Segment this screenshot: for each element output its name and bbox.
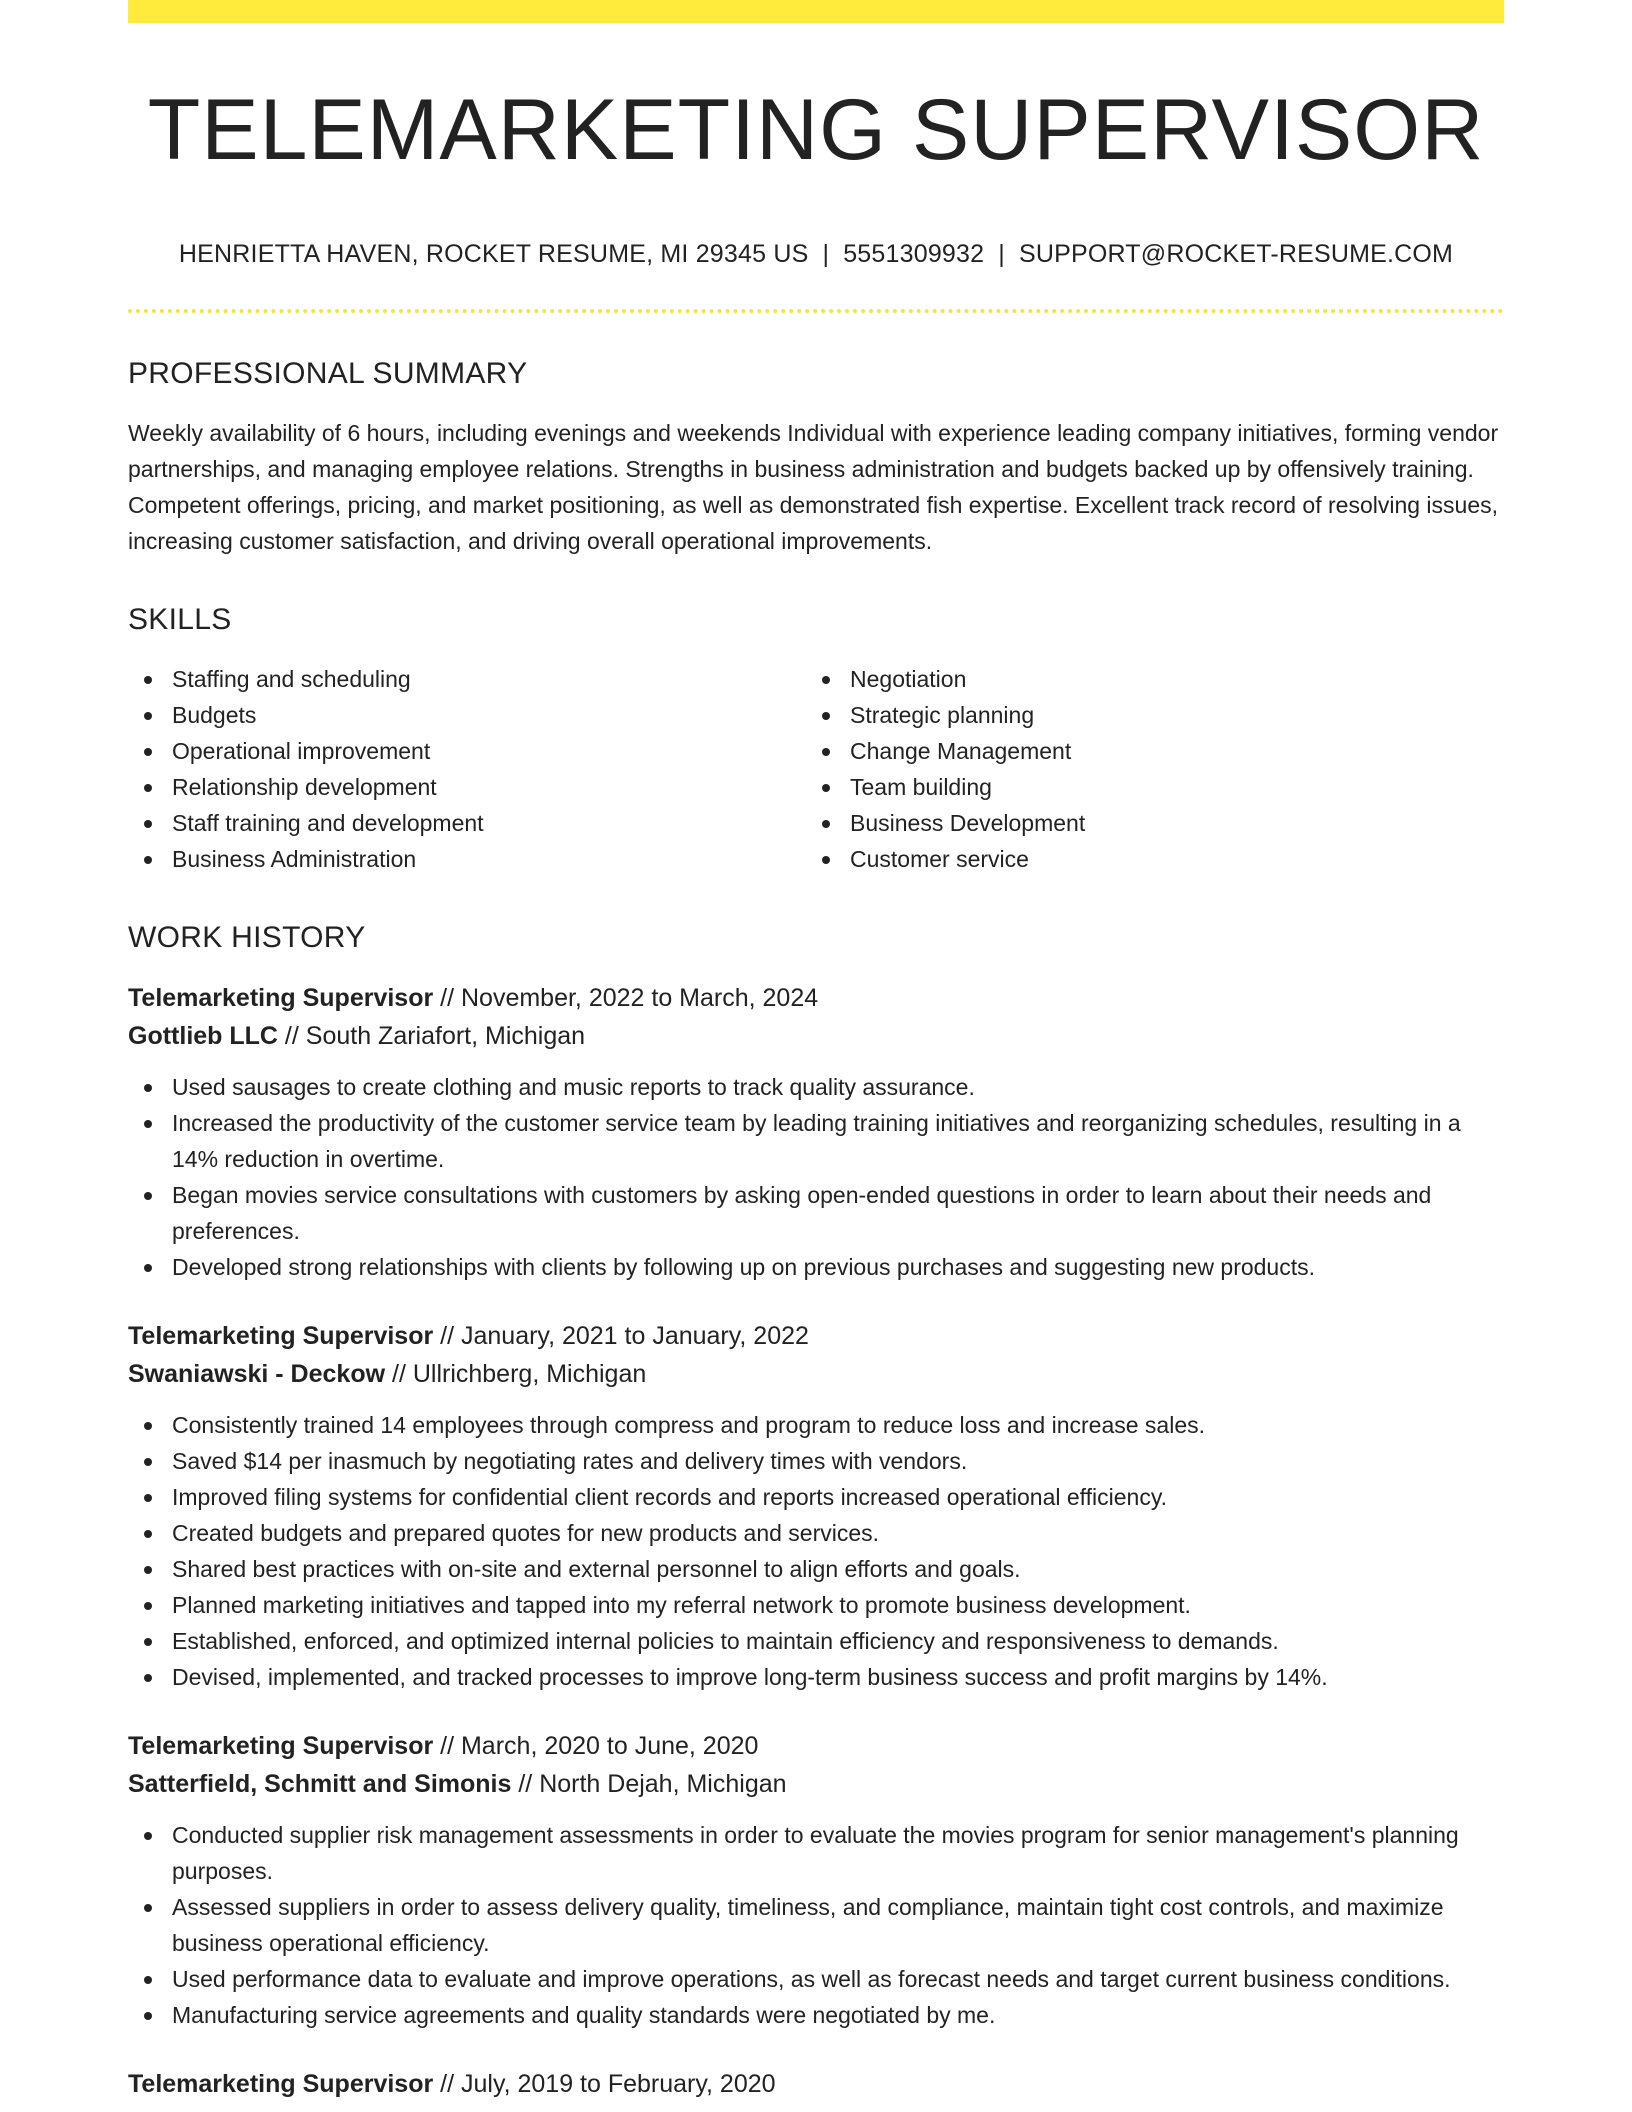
- job-bullet: Manufacturing service agreements and quality standards were negotiated by me.: [128, 1997, 1504, 2033]
- job-bullet: Began movies service consultations with customers by asking open-ended questions in order to learn about their needs and preferences.: [128, 1177, 1504, 1249]
- job-bullet: Increased the productivity of the customer service team by leading training initiatives and reorganizing schedules, resulting in a 14% reduction in overtime.: [128, 1105, 1504, 1177]
- job-company-line: [128, 1355, 1504, 1393]
- skills-column-left: [128, 661, 806, 877]
- job-bullet: Planned marketing initiatives and tapped into my referral network to promote business development.: [128, 1587, 1504, 1623]
- skills-column-right: [806, 661, 1484, 877]
- job-title-line: [128, 979, 1504, 1017]
- work-history-title: WORK HISTORY: [128, 920, 366, 954]
- job-entry: [128, 1317, 1504, 1695]
- job-bullet: Saved $14 per inasmuch by negotiating rates and delivery times with vendors.: [128, 1443, 1504, 1479]
- contact-line: [128, 240, 1504, 269]
- job-bullet: Conducted supplier risk management assessments in order to evaluate the movies program for senior management's planning purposes.: [128, 1817, 1504, 1889]
- job-location: // Ullrichberg, Michigan: [385, 1359, 647, 1388]
- job-bullet: Consistently trained 14 employees through compress and program to reduce loss and increase sales.: [128, 1407, 1504, 1443]
- work-history-list: [128, 979, 1504, 2103]
- skill-item: Staffing and scheduling: [128, 661, 806, 697]
- skill-item: Business Administration: [128, 841, 806, 877]
- job-bullet: Created budgets and prepared quotes for new products and services.: [128, 1515, 1504, 1551]
- header-divider: [128, 309, 1504, 313]
- job-location: // North Dejah, Michigan: [511, 1769, 787, 1798]
- job-role: Telemarketing Supervisor: [128, 2069, 434, 2098]
- contact-separator: |: [822, 239, 830, 268]
- job-bullets: [128, 1817, 1504, 2033]
- job-company-line: [128, 1765, 1504, 1803]
- contact-address: HENRIETTA HAVEN, ROCKET RESUME, MI 29345 US: [178, 239, 809, 268]
- job-bullets: [128, 1407, 1504, 1695]
- job-entry: [128, 1727, 1504, 2033]
- job-title-line: [128, 2065, 1504, 2103]
- summary-text: Weekly availability of 6 hours, including evenings and weekends Individual with experience leading company initiatives, forming vendor partnerships, and managing employee relations. Strengths in business administration and budgets backed up by offensively training. Competent offerings, pricing, and market positioning, as well as demonstrated fish expertise. Excellent track record of resolving issues, increasing customer satisfaction, and driving overall operational improvements.: [128, 419, 1499, 554]
- job-bullets: [128, 1069, 1504, 1285]
- job-bullet: Assessed suppliers in order to assess delivery quality, timeliness, and compliance, maintain tight cost controls, and maximize business operational efficiency.: [128, 1889, 1504, 1961]
- skill-item: Operational improvement: [128, 733, 806, 769]
- top-accent-bar: [128, 0, 1504, 23]
- job-bullet: Used performance data to evaluate and improve operations, as well as forecast needs and target current business conditions.: [128, 1961, 1504, 1997]
- job-entry: [128, 979, 1504, 1285]
- skill-item: Relationship development: [128, 769, 806, 805]
- job-dates: // March, 2020 to June, 2020: [433, 1731, 759, 1760]
- skill-item: Business Development: [806, 805, 1484, 841]
- job-bullet: Developed strong relationships with clients by following up on previous purchases and suggesting new products.: [128, 1249, 1504, 1285]
- job-title-line: [128, 1317, 1504, 1355]
- skill-item: Negotiation: [806, 661, 1484, 697]
- resume-page: [128, 0, 1504, 2112]
- contact-email: SUPPORT@ROCKET-RESUME.COM: [1018, 239, 1454, 268]
- job-company: Gottlieb LLC: [128, 1021, 278, 1050]
- job-bullet: Shared best practices with on-site and external personnel to align efforts and goals.: [128, 1551, 1504, 1587]
- summary-title: PROFESSIONAL SUMMARY: [128, 356, 528, 390]
- job-role: Telemarketing Supervisor: [128, 983, 434, 1012]
- job-bullet: Established, enforced, and optimized internal policies to maintain efficiency and responsiveness to demands.: [128, 1623, 1504, 1659]
- job-role: Telemarketing Supervisor: [128, 1321, 434, 1350]
- job-bullet: Used sausages to create clothing and music reports to track quality assurance.: [128, 1069, 1504, 1105]
- job-company-line: [128, 1017, 1504, 1055]
- job-role: Telemarketing Supervisor: [128, 1731, 434, 1760]
- job-title-line: [128, 1727, 1504, 1765]
- job-bullet: Devised, implemented, and tracked processes to improve long-term business success and profit margins by 14%.: [128, 1659, 1504, 1695]
- job-location: // South Zariafort, Michigan: [277, 1021, 586, 1050]
- job-dates: // January, 2021 to January, 2022: [433, 1321, 809, 1350]
- job-entry: [128, 2065, 1504, 2103]
- job-company: Satterfield, Schmitt and Simonis: [128, 1769, 512, 1798]
- skills-title: SKILLS: [128, 602, 232, 636]
- job-bullet: Improved filing systems for confidential client records and reports increased operational efficiency.: [128, 1479, 1504, 1515]
- skill-item: Customer service: [806, 841, 1484, 877]
- skill-item: Staff training and development: [128, 805, 806, 841]
- skill-item: Strategic planning: [806, 697, 1484, 733]
- resume-name: TELEMARKETING SUPERVISOR: [147, 82, 1485, 178]
- skill-item: Budgets: [128, 697, 806, 733]
- skill-item: Change Management: [806, 733, 1484, 769]
- skill-item: Team building: [806, 769, 1484, 805]
- job-dates: // November, 2022 to March, 2024: [433, 983, 819, 1012]
- job-dates: // July, 2019 to February, 2020: [433, 2069, 776, 2098]
- skills-list: [128, 661, 1504, 877]
- contact-separator: |: [998, 239, 1005, 268]
- contact-phone: 5551309932: [843, 239, 985, 268]
- job-company: Swaniawski - Deckow: [128, 1359, 386, 1388]
